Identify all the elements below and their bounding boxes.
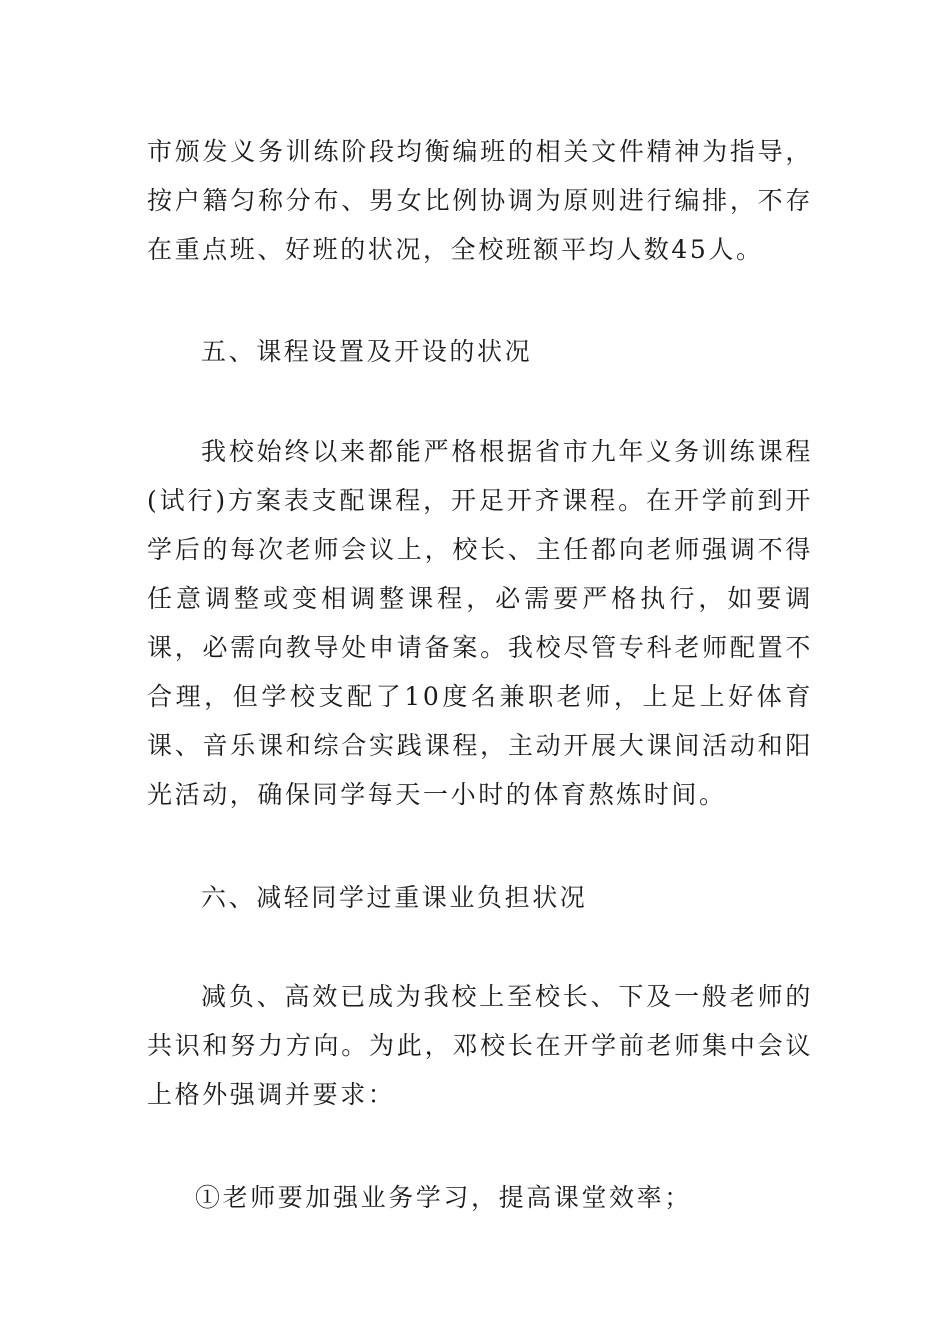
paragraph-class-grouping: 市颁发义务训练阶段均衡编班的相关文件精神为指导，按户籍匀称分布、男女比例协调为原则进行编排，不存在重点班、好班的状况，全校班额平均人数45人。 (147, 137, 813, 264)
paragraph-curriculum: 我校始终以来都能严格根据省市九年义务训练课程(试行)方案表支配课程，开足开齐课程。在开学前到开学后的每次老师会议上，校长、主任都向老师强调不得任意调整或变相调整课程，必需要严格执行，如要调课，必需向教导处申请备案。我校尽管专科老师配置不合理，但学校支配了10度名兼职老师，上足上好体育课、音乐课和综合实践课程，主动开展大课间活动和阳光活动，确保同学每天一小时的体育熬炼时间。 (147, 437, 813, 809)
section-heading-curriculum: 五、课程设置及开设的状况 (201, 337, 533, 366)
list-item-teacher-study: ①老师要加强业务学习，提高课堂效率； (195, 1183, 692, 1212)
section-heading-burden-reduction: 六、减轻同学过重课业负担状况 (201, 883, 588, 912)
paragraph-burden-reduction: 减负、高效已成为我校上至校长、下及一般老师的共识和努力方向。为此，邓校长在开学前老师集中会议上格外强调并要求： (147, 982, 813, 1109)
